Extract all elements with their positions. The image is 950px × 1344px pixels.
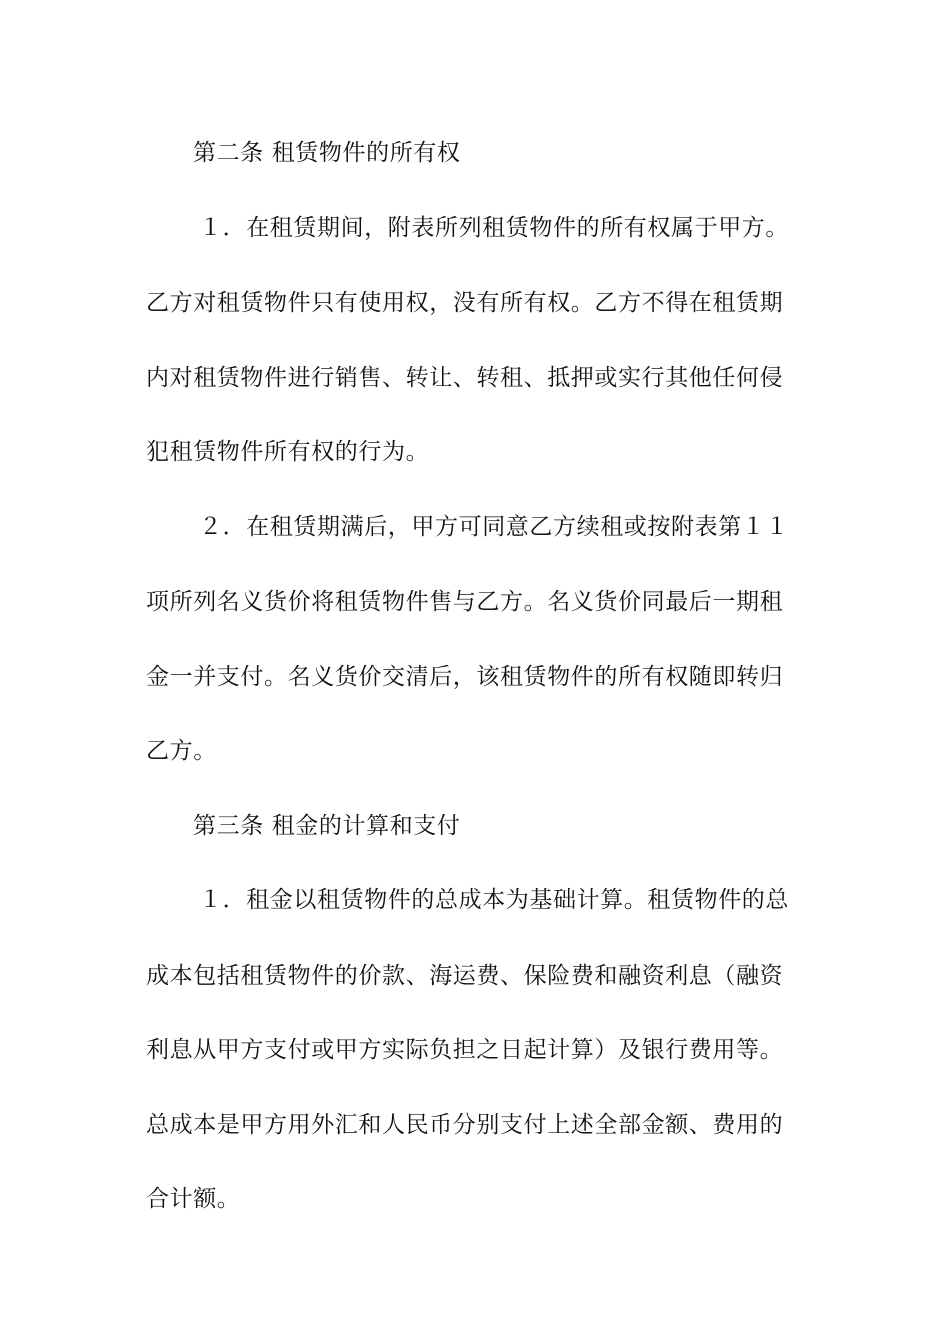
article-2-clause-1-line-4: 犯租赁物件所有权的行为。: [146, 439, 430, 465]
article-3-clause-1-line-1: １．租金以租赁物件的总成本为基础计算。租赁物件的总: [199, 887, 789, 913]
article-3-clause-1-line-2: 成本包括租赁物件的价款、海运费、保险费和融资利息（融资: [146, 963, 784, 989]
article-2-clause-2-line-2: 项所列名义货价将租赁物件售与乙方。名义货价同最后一期租: [146, 589, 784, 615]
article-2-clause-2-line-1: ２．在租赁期满后，甲方可同意乙方续租或按附表第１１: [199, 514, 789, 540]
article-2-clause-1-line-1: １．在租赁期间，附表所列租赁物件的所有权属于甲方。: [199, 215, 789, 241]
article-2-clause-1-line-3: 内对租赁物件进行销售、转让、转租、抵押或实行其他任何侵: [146, 365, 784, 391]
article-2-clause-1-line-2: 乙方对租赁物件只有使用权，没有所有权。乙方不得在租赁期: [146, 290, 784, 316]
article-3-clause-1-line-3: 利息从甲方支付或甲方实际负担之日起计算）及银行费用等。: [146, 1037, 784, 1063]
article-3-heading: 第三条 租金的计算和支付: [193, 813, 461, 839]
article-3-clause-1-line-5: 合计额。: [146, 1186, 241, 1212]
article-3-clause-1-line-4: 总成本是甲方用外汇和人民币分别支付上述全部金额、费用的: [146, 1112, 784, 1138]
article-2-heading: 第二条 租赁物件的所有权: [193, 140, 461, 166]
article-2-clause-2-line-3: 金一并支付。名义货价交清后，该租赁物件的所有权随即转归: [146, 664, 784, 690]
article-2-clause-2-line-4: 乙方。: [146, 738, 217, 764]
